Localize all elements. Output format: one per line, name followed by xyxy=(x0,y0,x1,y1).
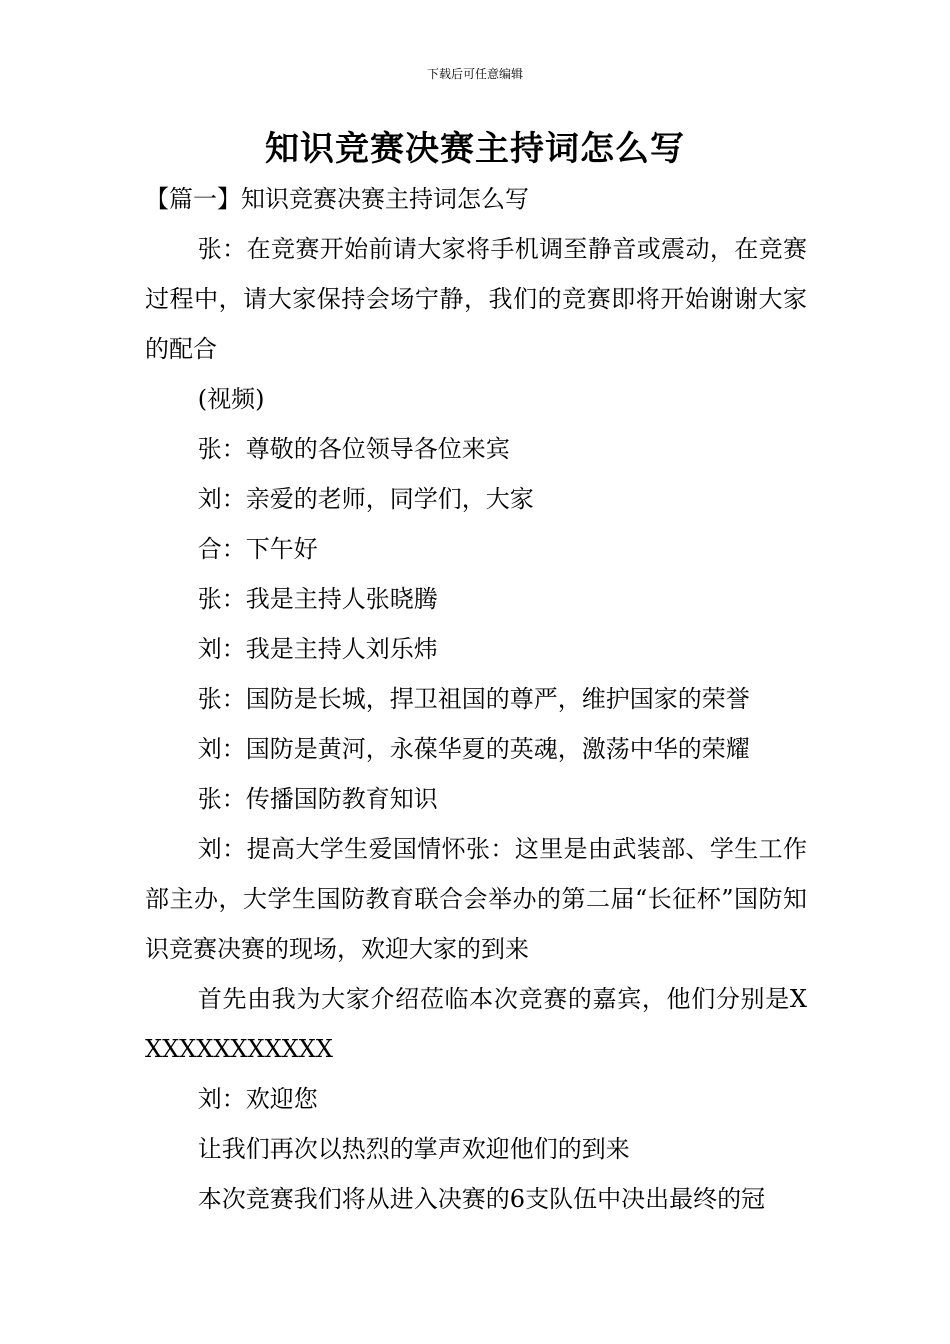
paragraph-15: 本次竞赛我们将从进入决赛的6支队伍中决出最终的冠 xyxy=(197,1185,766,1213)
paragraph-2: (视频) xyxy=(197,385,265,413)
paragraph-1: 张：在竞赛开始前请大家将手机调至静音或震动，在竞赛过程中，请大家保持会场宁静，我们的竞赛即将开始谢谢大家的配合 xyxy=(145,235,807,363)
document-title: 知识竞赛决赛主持词怎么写 xyxy=(265,129,685,169)
paragraph-5: 合：下午好 xyxy=(197,535,318,563)
paragraph-3: 张：尊敬的各位领导各位来宾 xyxy=(197,435,510,463)
paragraph-7: 刘：我是主持人刘乐炜 xyxy=(197,635,438,663)
paragraph-4: 刘：亲爱的老师，同学们，大家 xyxy=(197,485,534,513)
paragraph-9: 刘：国防是黄河，永葆华夏的英魂，激荡中华的荣耀 xyxy=(197,735,750,763)
page-header-note: 下载后可任意编辑 xyxy=(426,67,523,81)
paragraph-6: 张：我是主持人张晓腾 xyxy=(197,585,438,613)
paragraph-14: 让我们再次以热烈的掌声欢迎他们的到来 xyxy=(197,1135,630,1163)
paragraph-13: 刘：欢迎您 xyxy=(197,1085,318,1113)
document-body xyxy=(145,174,807,1224)
paragraph-12: 首先由我为大家介绍莅临本次竞赛的嘉宾，他们分别是XXXXXXXXXXXX xyxy=(145,985,807,1063)
paragraph-8: 张：国防是长城，捍卫祖国的尊严，维护国家的荣誉 xyxy=(197,685,750,713)
paragraph-11: 刘：提高大学生爱国情怀张：这里是由武装部、学生工作部主办，大学生国防教育联合会举办的第二届“长征杯”国防知识竞赛决赛的现场，欢迎大家的到来 xyxy=(145,835,807,963)
section-label: 【篇一】知识竞赛决赛主持词怎么写 xyxy=(145,185,529,213)
paragraph-10: 张：传播国防教育知识 xyxy=(197,785,438,813)
